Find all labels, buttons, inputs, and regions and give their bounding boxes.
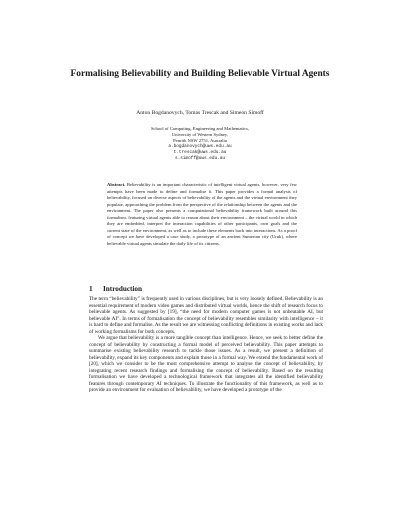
author-email-1: a.bogdanovych@uws.edu.au [168, 144, 232, 149]
paper-authors: Anton Bogdanovych, Tomas Trescak and Simeon Simoff [136, 110, 264, 116]
affiliation-line-2: University of Western Sydney, [171, 132, 229, 137]
author-affiliation [60, 126, 340, 162]
section-body [89, 296, 323, 394]
affiliation-line-3: Penrith NSW 2751, Australia [173, 138, 227, 143]
author-email-3: s.simoff@uws.edu.au [174, 156, 226, 161]
section-number: 1 [89, 285, 93, 293]
body-paragraph-2: We argue that believability is a more tangible concept than intelligence. Hence, we seek to better define the concept of believability by constructing a formal model of perceived believability. This paper attempts to summarise existing believability research to tackle those issues. As a result, we present a definition of believability, expand its key components and explain those in a formal way. We extend the fundamental work of [20], which we consider to be the most comprehensive attempt to analyse the concept of believability, by integrating recent research findings and formalising the concept of believability. Based on the resulting formalisation we have developed a technological framework that integrates all the identified believability features through contemporary AI techniques. To illustrate the functionality of this framework, as well as to provide an environment for evaluation of believability, we have developed a prototype of the [89, 335, 323, 393]
author-email-2: t.trescak@uws.edu.au [173, 150, 227, 155]
body-paragraph-1: The term “believability” is frequently used in various disciplines, but is very loosely defined. Believability is an essential requirement of modern video games and distributed virtual worlds, hence the shift of research focus to believable agents. As suggested by [19], “the need for modern computer games is not unbeatable AI, but believable AI”. In terms of formalisation the concept of believability resembles similarity with intelligence – it is hard to define and formalise. As the result we are witnessing conflicting definitions in existing works and lack of working formalisms for both concepts. [89, 296, 323, 335]
affiliation-line-1: School of Computing, Engineering and Mathematics, [150, 126, 250, 131]
abstract [107, 182, 297, 247]
abstract-text: Believability is an important characteristic of intelligent virtual agents, however, very few attempts have been made to define and formalise it. This paper provides a formal analysis of believability, focused on diverse aspects of believability of the agents and the virtual environment they populate, approaching the problem from the perspective of the relationship between the agents and the environment. The paper also presents a computational believability framework built around this formalism, featuring virtual agents able to reason about their environment – the virtual world in which they are embedded, interpret the interaction capabilities of other participants, own goals and the current state of the environment, as well as to include these elements back into interactions. As a proof of concept we have developed a case study, a prototype of an ancient Sumerian city (Uruk), where believable virtual agents simulate the daily life of its citizens. [107, 182, 297, 246]
paper-title: Formalising Believability and Building Believable Virtual Agents [70, 69, 330, 79]
section-title: Introduction [103, 285, 143, 293]
abstract-label: Abstract. [107, 182, 126, 187]
section-heading [89, 285, 319, 294]
